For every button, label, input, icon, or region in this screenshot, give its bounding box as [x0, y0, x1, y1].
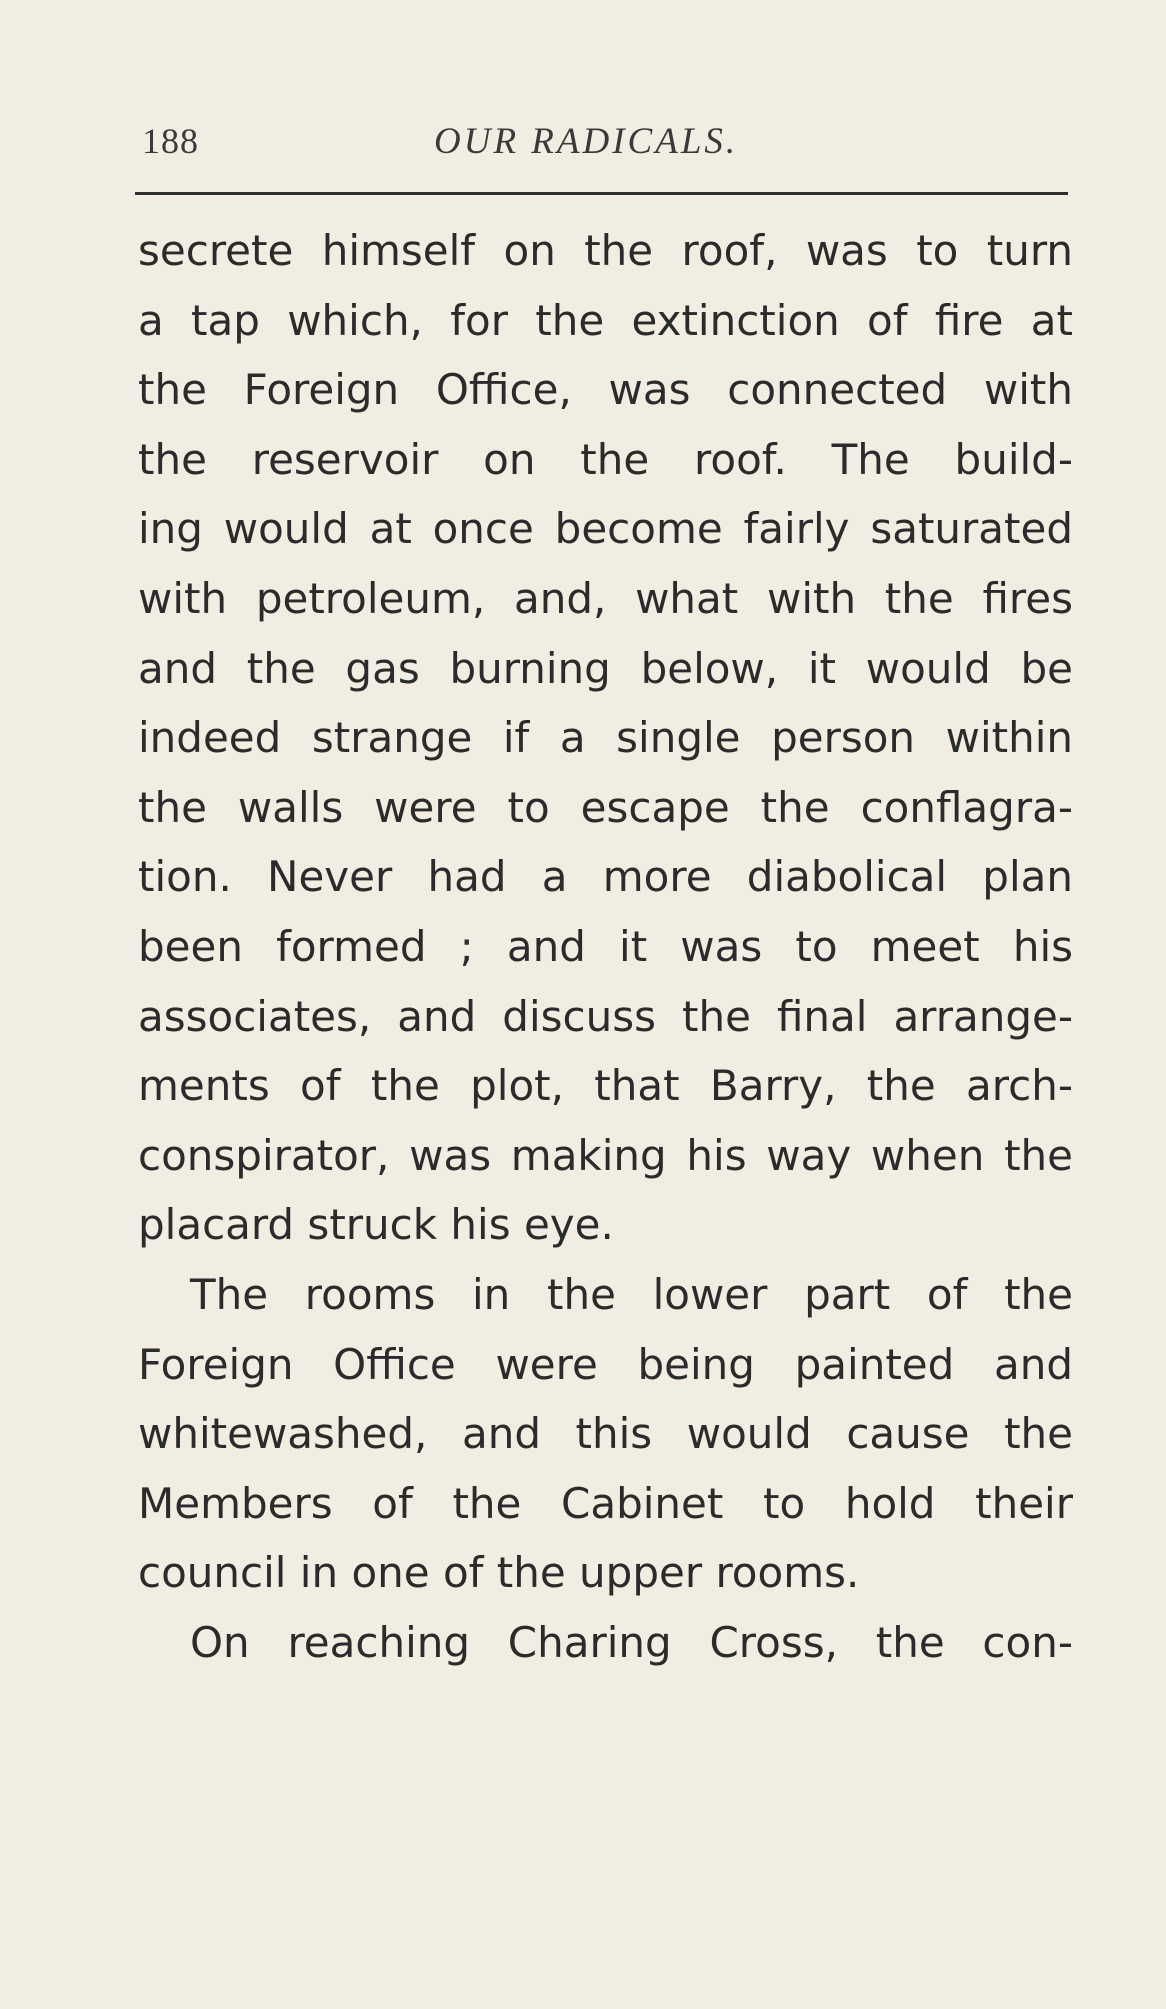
text-line: associates, and discuss the final arrange-: [138, 991, 1073, 1041]
body-text: [138, 216, 1073, 1677]
text-line: with petroleum, and, what with the fires: [138, 573, 1073, 623]
text-line: tion. Never had a more diabolical plan: [138, 852, 1073, 902]
text-line: and the gas burning below, it would be: [138, 643, 1073, 693]
text-line: Foreign Office were being painted and: [138, 1339, 1073, 1389]
text-line: ments of the plot, that Barry, the arch-: [138, 1061, 1073, 1111]
text-line: a tap which, for the extinction of fire at: [138, 295, 1073, 345]
text-line: whitewashed, and this would cause the: [138, 1409, 1073, 1459]
text-line: On reaching Charing Cross, the con-: [190, 1617, 1073, 1667]
text-line: ing would at once become fairly saturated: [138, 504, 1073, 554]
header-rule: [135, 192, 1068, 195]
text-line: secrete himself on the roof, was to turn: [138, 226, 1073, 275]
text-line: council in one of the upper rooms.: [138, 1548, 860, 1598]
page-number: 188: [142, 121, 199, 161]
text-line: the walls were to escape the conflagra-: [138, 782, 1073, 832]
text-line: the Foreign Office, was connected with: [138, 365, 1073, 415]
text-line: been formed ; and it was to meet his: [138, 921, 1073, 971]
text-line: indeed strange if a single person within: [138, 713, 1073, 763]
text-line: The rooms in the lower part of the: [190, 1269, 1073, 1319]
text-line: Members of the Cabinet to hold their: [138, 1478, 1073, 1528]
text-line: placard struck his eye.: [138, 1200, 614, 1250]
running-title: OUR RADICALS.: [434, 121, 739, 162]
text-line: conspirator, was making his way when the: [138, 1130, 1073, 1180]
running-head: [142, 120, 1067, 180]
text-line: the reservoir on the roof. The build-: [138, 434, 1073, 484]
